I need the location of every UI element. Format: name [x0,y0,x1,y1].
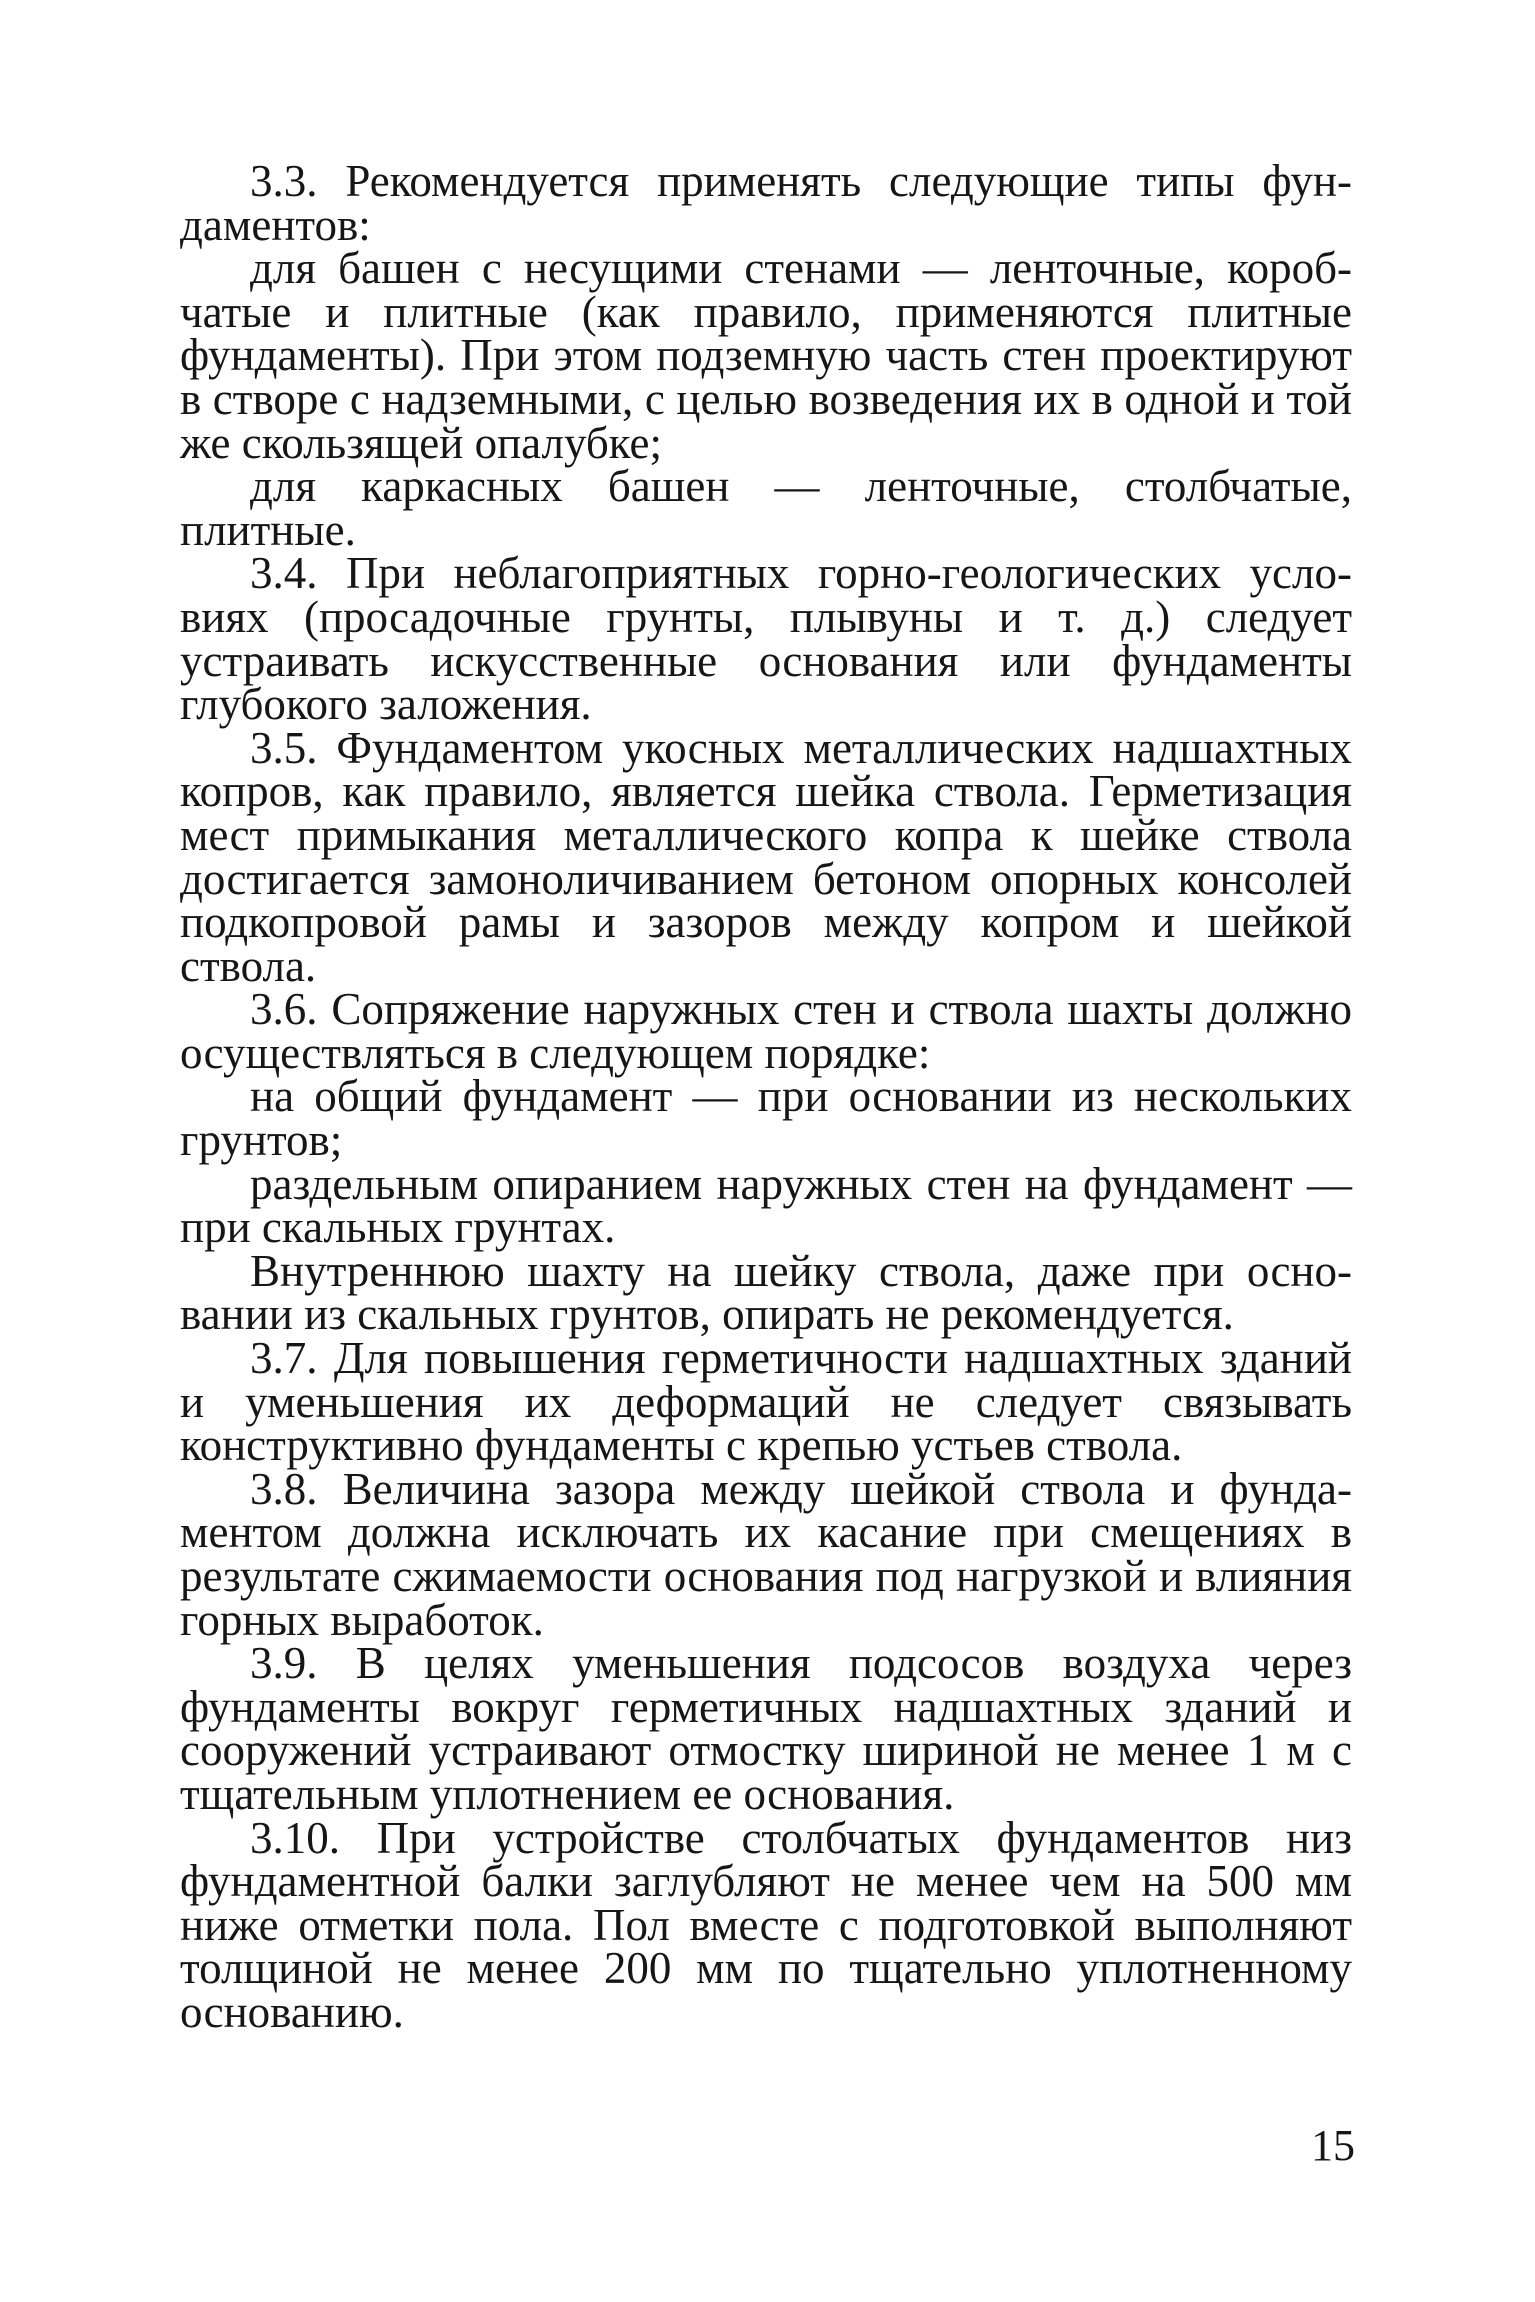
paragraph-3-6: 3.6. Сопряжение наружных стен и ствола шахты должно осуществляться в следующем порядке: [180,984,1352,1078]
paragraph-bearing-walls-towers: для башен с несущими стенами — ленточные, коробчатые и плитные (как правило, применяются плитные фундаменты). При этом подземную часть стен проектируют в створе с надземными, с целью возведения их в одной и той же скользящей опалубке; [180,243,1352,468]
paragraph-3-5: 3.5. Фундаментом укосных металлических надшахтных копров, как правило, является шейка ствола. Герметизация мест примыкания металлического копра к шейке ствола достигается замоноличиванием бетоном опорных консолей подкопровой рамы и зазоров между копром и шейкой ствола. [180,722,1352,991]
paragraph-3-8: 3.8. Величина зазора между шейкой ствола и фундаментом должна исключать их касание при смещениях в результате сжимаемости основания под нагрузкой и влияния горных выработок. [180,1463,1352,1645]
page-number: 15 [1311,2121,1355,2170]
paragraph-3-3: 3.3. Рекомендуется применять следующие типы фундаментов: [180,156,1352,250]
paragraph-inner-shaft: Внутреннюю шахту на шейку ствола, даже при основании из скальных грунтов, опирать не рекомендуется. [180,1245,1352,1340]
paragraph-frame-towers: для каркасных башен — ленточные, столбчатые, плитные. [180,461,1352,555]
paragraph-3-10: 3.10. При устройстве столбчатых фундаментов низ фундаментной балки заглубляют не менее чем на 500 мм ниже отметки пола. Пол вместе с подготовкой выполняют толщиной не менее 200 мм по тщательно уплотненному основанию. [180,1812,1352,2037]
paragraph-3-7: 3.7. Для повышения герметичности надшахтных зданий и уменьшения их деформаций не следует связывать конструктивно фундаменты с крепью устьев ствола. [180,1333,1352,1471]
paragraph-common-foundation: на общий фундамент — при основании из нескольких грунтов; [180,1071,1352,1166]
paragraph-3-4: 3.4. При неблагоприятных горно-геологических условиях (просадочные грунты, плывуны и т. д.) следует устраивать искусственные основания или фундаменты глубокого заложения. [180,548,1352,730]
paragraph-separate-support: раздельным опиранием наружных стен на фундамент — при скальных грунтах. [180,1158,1352,1253]
paragraph-3-9: 3.9. В целях уменьшения подсосов воздуха через фундаменты вокруг герметичных надшахтных зданий и сооружений устраивают отмостку шириной не менее 1 м с тщательным уплотнением ее основания. [180,1638,1352,1819]
document-body [180,156,1352,2037]
